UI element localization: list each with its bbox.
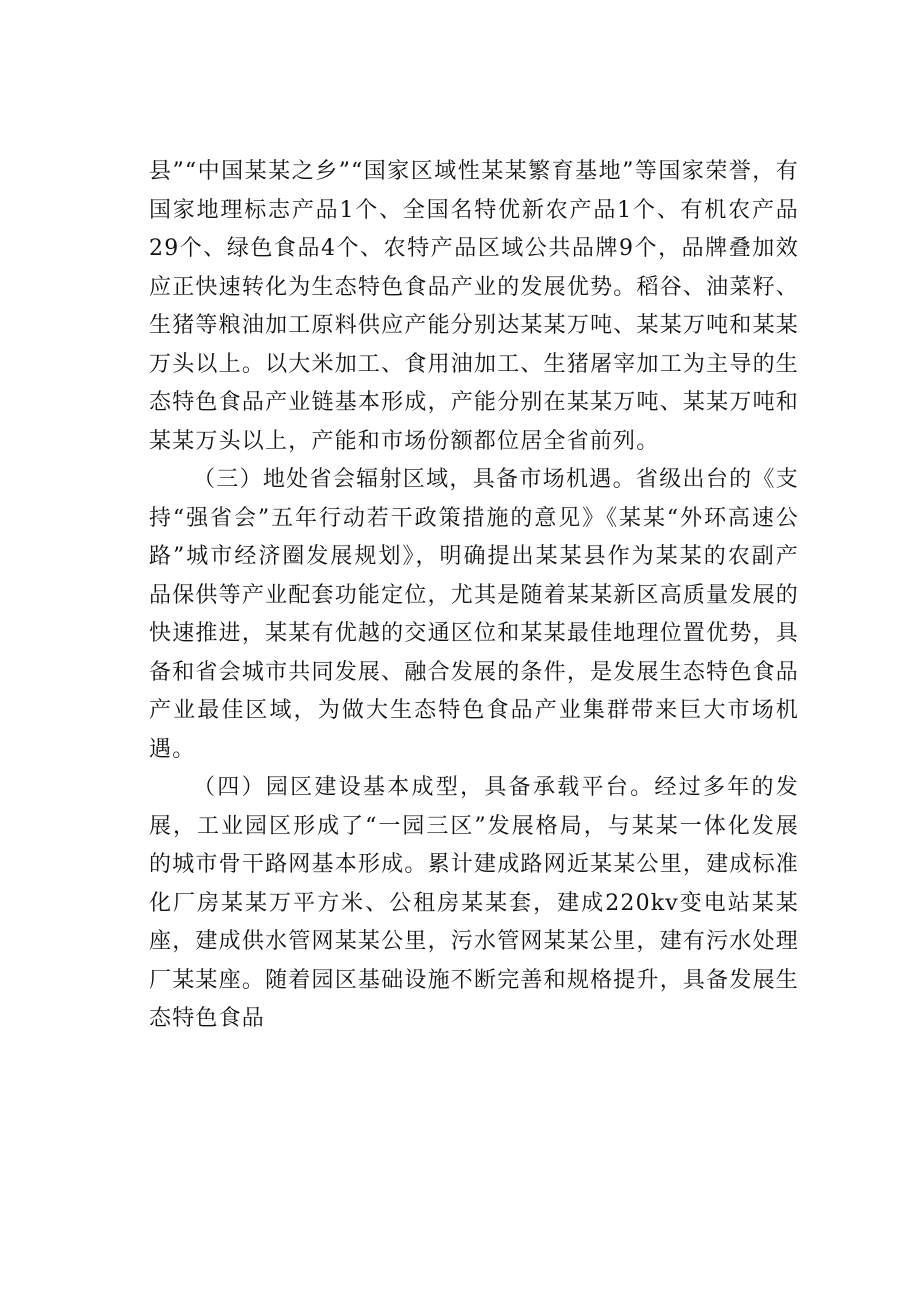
paragraph-market-opportunity: （三）地处省会辐射区域，具备市场机遇。省级出台的《支持“强省会”五年行动若干政策措施的意见》《某某“外环高速公路”城市经济圈发展规划》，明确提出某某县作为某某的农副产品保供等产业配套功能定位，尤其是随着某某新区高质量发展的快速推进，某某有优越的交通区位和某某最佳地理位置优势，具备和省会城市共同发展、融合发展的条件，是发展生态特色食品产业最佳区域，为做大生态特色食品产业集群带来巨大市场机遇。: [149, 467, 799, 762]
paragraph-honors-and-production: 县”“中国某某之乡”“国家区域性某某繁育基地”等国家荣誉，有国家地理标志产品1个、全国名特优新农产品1个、有机农产品29个、绿色食品4个、农特产品区域公共品牌9个，品牌叠加效应正快速转化为生态特色食品产业的发展优势。稻谷、油菜籽、生猪等粮油加工原料供应产能分别达某某万吨、某某万吨和某某万头以上。以大米加工、食用油加工、生猪屠宰加工为主导的生态特色食品产业链基本形成，产能分别在某某万吨、某某万吨和某某万头以上，产能和市场份额都位居全省前列。: [149, 159, 799, 454]
paragraph-industrial-park: （四）园区建设基本成型，具备承载平台。经过多年的发展，工业园区形成了“一园三区”发展格局，与某某一体化发展的城市骨干路网基本形成。累计建成路网近某某公里，建成标准化厂房某某万平方米、公租房某某套，建成220kv变电站某某座，建成供水管网某某公里，污水管网某某公里，建有污水处理厂某某座。随着园区基础设施不断完善和规格提升，具备发展生态特色食品: [149, 775, 799, 1031]
document-body: [149, 153, 799, 1039]
